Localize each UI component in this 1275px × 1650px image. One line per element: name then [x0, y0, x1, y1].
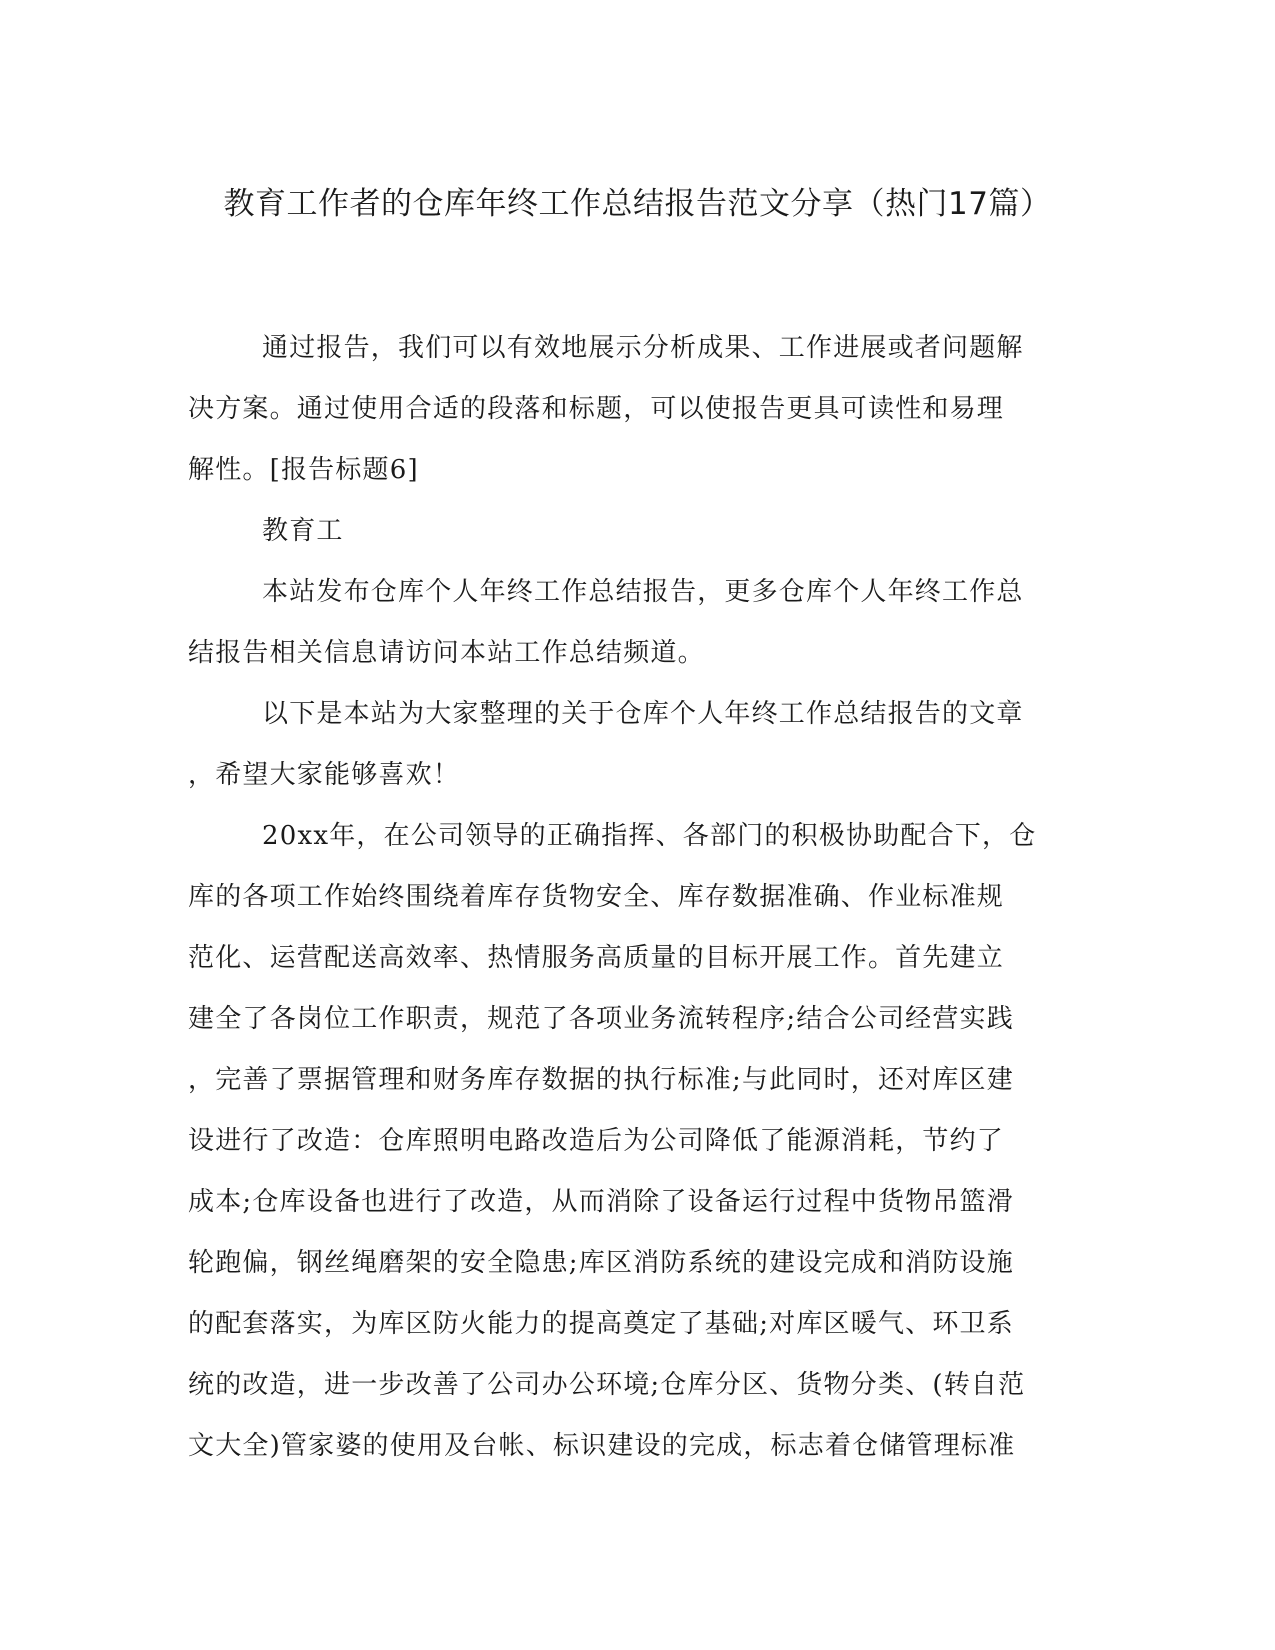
text-line: 决方案。通过使用合适的段落和标题，可以使报告更具可读性和易理 — [188, 394, 1005, 424]
text-line: 范化、运营配送高效率、热情服务高质量的目标开展工作。首先建立 — [188, 943, 1005, 973]
document-body — [188, 318, 1088, 1477]
text-line: ，希望大家能够喜欢！ — [188, 760, 461, 790]
text-line: ，完善了票据管理和财务库存数据的执行标准;与此同时，还对库区建 — [188, 1065, 1014, 1095]
text-line: 建全了各岗位工作职责，规范了各项业务流转程序;结合公司经营实践 — [188, 1004, 1014, 1034]
text-line: 成本;仓库设备也进行了改造，从而消除了设备运行过程中货物吊篮滑 — [188, 1187, 1014, 1217]
text-line: 本站发布仓库个人年终工作总结报告，更多仓库个人年终工作总 — [262, 577, 1024, 607]
text-line: 教育工 — [262, 516, 344, 546]
text-line: 的配套落实，为库区防火能力的提高奠定了基础;对库区暖气、环卫系 — [188, 1309, 1014, 1339]
document-title: 教育工作者的仓库年终工作总结报告范文分享（热门17篇） — [223, 186, 1052, 222]
text-line: 设进行了改造：仓库照明电路改造后为公司降低了能源消耗，节约了 — [188, 1126, 1005, 1156]
text-line: 统的改造，进一步改善了公司办公环境;仓库分区、货物分类、(转自范 — [188, 1370, 1026, 1400]
text-line: 解性。[报告标题6] — [188, 455, 419, 485]
text-line: 通过报告，我们可以有效地展示分析成果、工作进展或者问题解 — [262, 333, 1024, 363]
text-line: 20xx年，在公司领导的正确指挥、各部门的积极协助配合下，仓 — [262, 821, 1037, 851]
text-line: 结报告相关信息请访问本站工作总结频道。 — [188, 638, 705, 668]
text-line: 轮跑偏，钢丝绳磨架的安全隐患;库区消防系统的建设完成和消防设施 — [188, 1248, 1014, 1278]
text-line: 文大全)管家婆的使用及台帐、标识建设的完成，标志着仓储管理标准 — [188, 1431, 1016, 1461]
text-line: 库的各项工作始终围绕着库存货物安全、库存数据准确、作业标准规 — [188, 882, 1005, 912]
text-line: 以下是本站为大家整理的关于仓库个人年终工作总结报告的文章 — [262, 699, 1024, 729]
